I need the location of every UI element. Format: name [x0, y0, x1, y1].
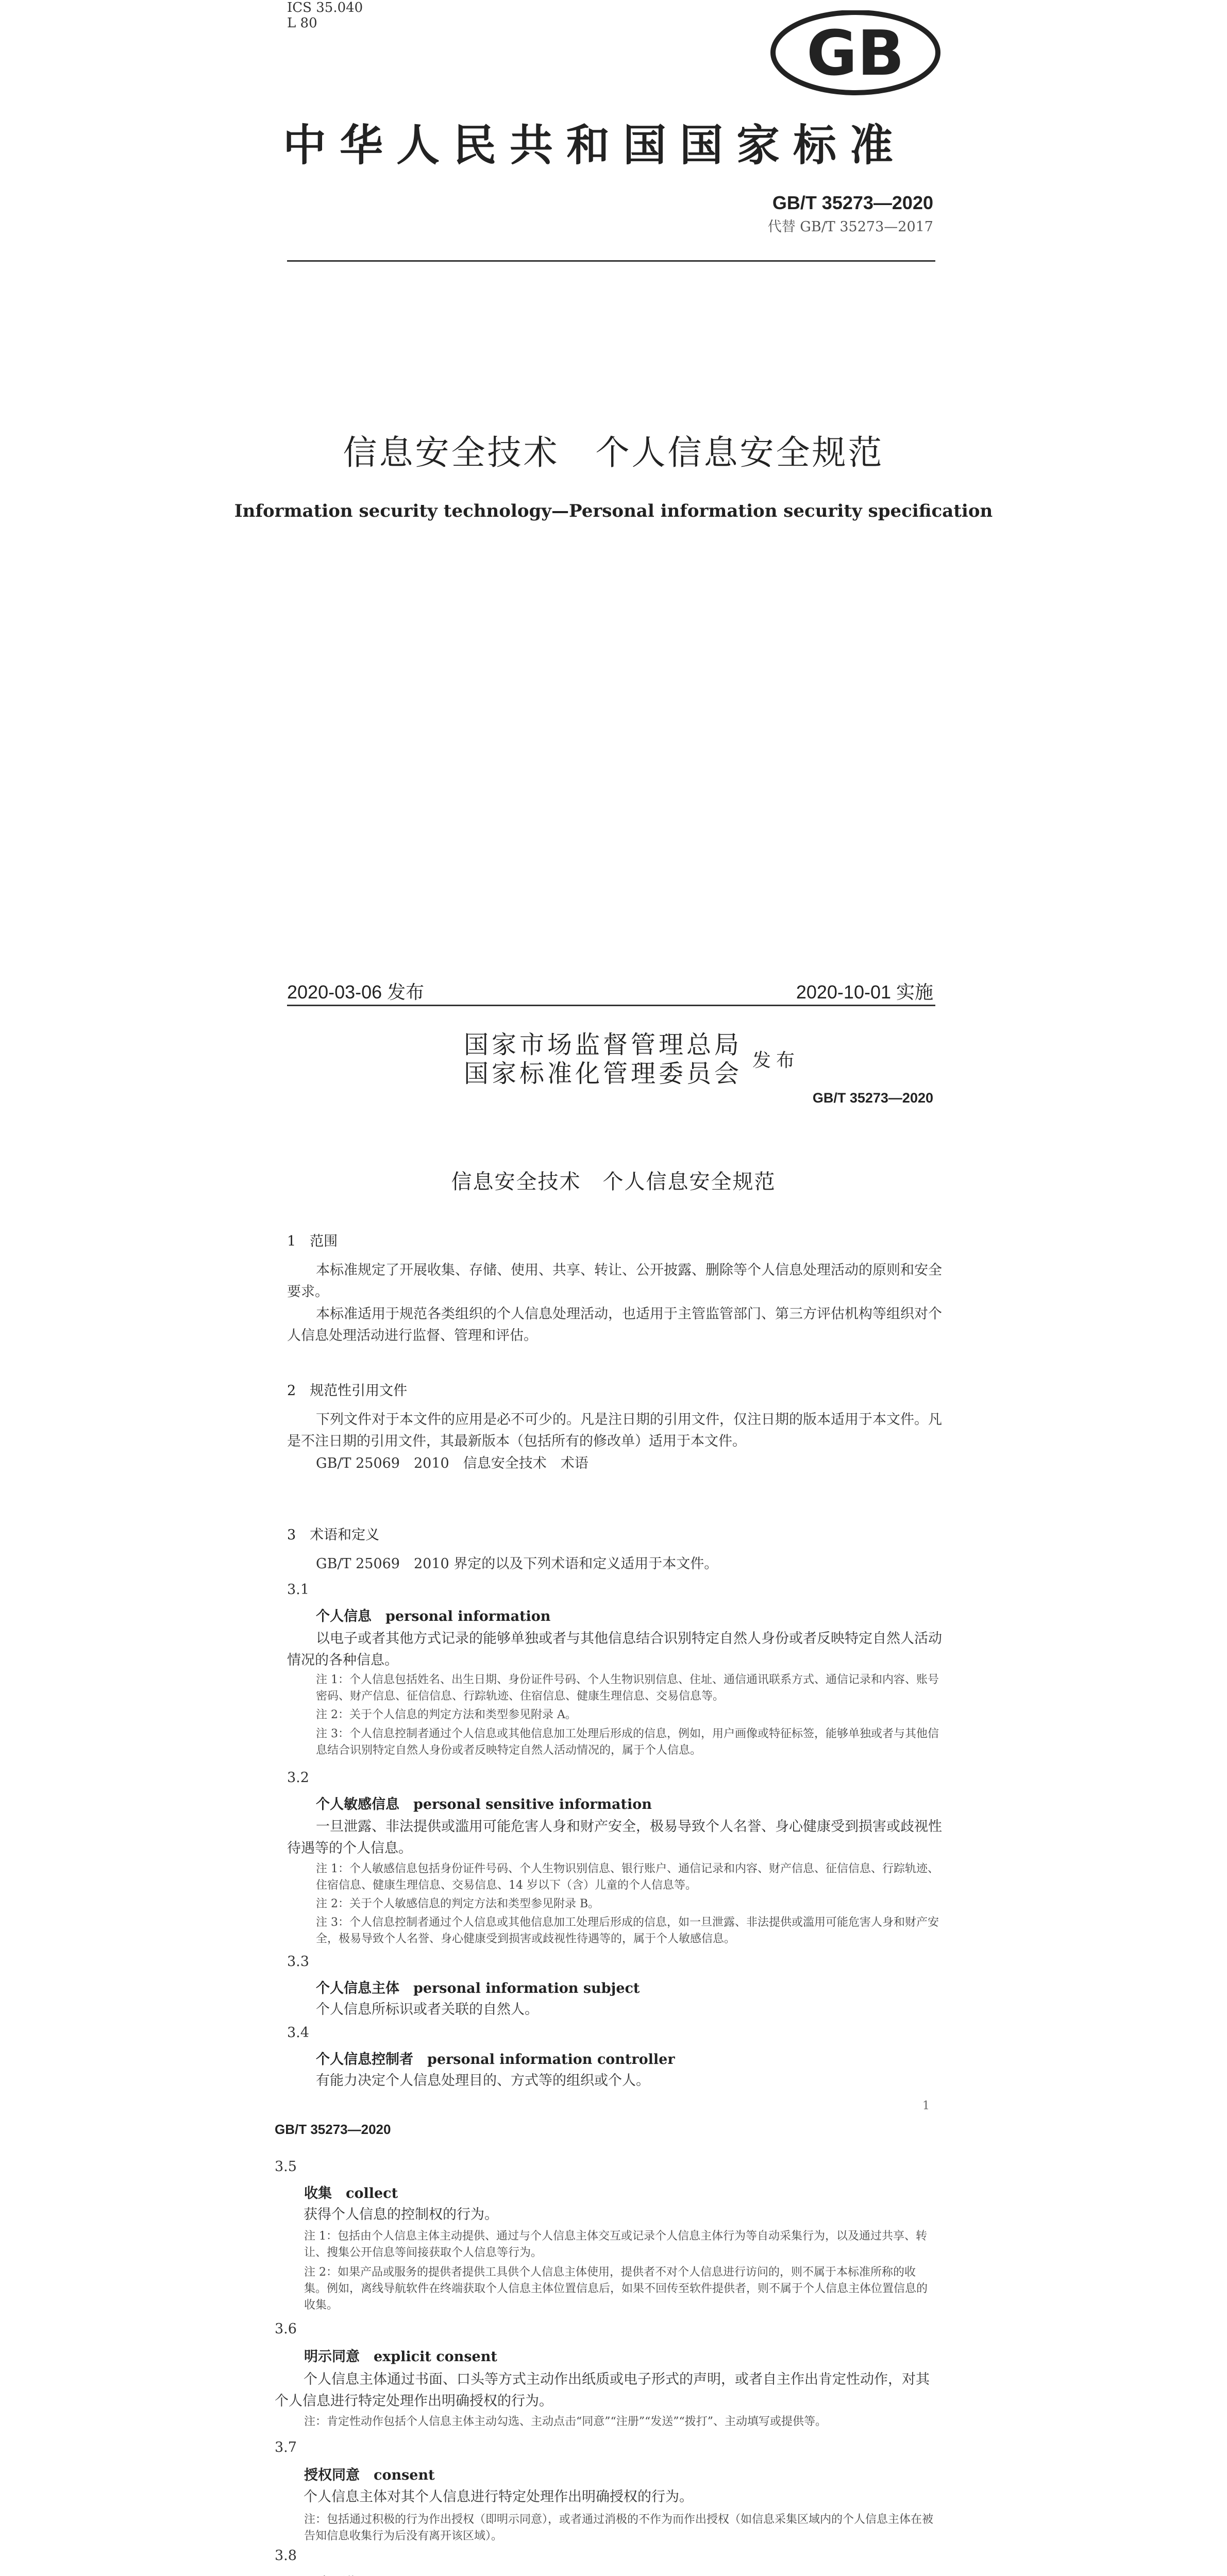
- term-heading: 收集 collect: [304, 2185, 398, 2201]
- document-title-cn: 信息安全技术 个人信息安全规范: [343, 433, 884, 472]
- term-heading: 授权同意 consent: [304, 2467, 435, 2483]
- term-heading: 个人信息 personal information: [316, 1608, 551, 1624]
- issue-date: 2020-03-06 发布: [287, 981, 425, 1003]
- page-header: GB/T 35273—2020: [275, 2122, 391, 2137]
- term-number: 3.1: [287, 1582, 309, 1598]
- ccs-code: L 80: [287, 15, 317, 31]
- note: 注 3：个人信息控制者通过个人信息或其他信息加工处理后形成的信息，如一旦泄露、非法提供或滥用可能危害人身和财产安全，极易导致个人名誉、身心健康受到损害或歧视性待遇等的，属于个人敏感信息。: [316, 1916, 939, 1945]
- term-number: 3.6: [275, 2321, 297, 2337]
- national-standard-heading: 中华人民共和国国家标准: [283, 120, 907, 171]
- standard-number: GB/T 35273—2020: [772, 192, 933, 213]
- term-heading: 个人信息控制者 personal information controller: [316, 2052, 675, 2067]
- term-number: 3.5: [275, 2159, 297, 2175]
- term-heading: 个人信息主体 personal information subject: [316, 1980, 640, 1996]
- note: 注 2：如果产品或服务的提供者提供工具供个人信息主体使用，提供者不对个人信息进行访问的，则不属于本标准所称的收集。例如，离线导航软件在终端获取个人信息主体位置信息后，如果不回传至软件提供者，则不属于个人信息主体位置信息的收集。: [304, 2266, 928, 2312]
- issuer-line: 国家市场监督管理总局: [464, 1030, 743, 1059]
- term-number: 3.4: [287, 2025, 309, 2041]
- term-number: 3.7: [275, 2439, 297, 2455]
- paragraph: 本标准规定了开展收集、存储、使用、共享、转让、公开披露、删除等个人信息处理活动的原则和安全要求。: [287, 1262, 942, 1300]
- issuer: [464, 1030, 742, 1088]
- ics-code: ICS 35.040 L 80: [287, 0, 363, 31]
- term-definition: 个人信息所标识或者关联的自然人。: [316, 2002, 539, 2018]
- svg-text:GB: GB: [806, 18, 904, 90]
- paragraph: GB/T 25069 2010 界定的以及下列术语和定义适用于本文件。: [316, 1556, 718, 1572]
- divider: [287, 260, 935, 262]
- issue-word: 发布: [752, 1050, 800, 1071]
- note: 注：肯定性动作包括个人信息主体主动勾选、主动点击“同意”“注册”“发送”“拨打”、主动填写或提供等。: [304, 2415, 827, 2428]
- divider: [287, 1005, 935, 1006]
- term-definition: 个人信息主体通过书面、口头等方式主动作出纸质或电子形式的声明，或者自主作出肯定性动作，对其个人信息进行特定处理作出明确授权的行为。: [275, 2371, 930, 2409]
- term-heading: 个人敏感信息 personal sensitive information: [316, 1797, 652, 1812]
- document-title-en: Information security technology—Personal information security specification: [234, 501, 993, 521]
- paragraph: 下列文件对于本文件的应用是必不可少的。凡是注日期的引用文件，仅注日期的版本适用于本文件。凡是不注日期的引用文件，其最新版本（包括所有的修改单）适用于本文件。: [287, 1412, 942, 1449]
- term-number: 3.2: [287, 1770, 309, 1786]
- gb-logo: [770, 10, 940, 95]
- section-heading: 2 规范性引用文件: [287, 1383, 408, 1399]
- note: 注 1：包括由个人信息主体主动提供、通过与个人信息主体交互或记录个人信息主体行为等自动采集行为，以及通过共享、转让、搜集公开信息等间接获取个人信息等行为。: [304, 2230, 927, 2259]
- reference: GB/T 25069 2010 信息安全技术 术语: [316, 1455, 589, 1471]
- term-heading: [304, 2572, 479, 2576]
- replaces-note: 代替 GB/T 35273—2017: [767, 219, 933, 235]
- body-title: 信息安全技术 个人信息安全规范: [451, 1170, 776, 1194]
- issuer-line: 国家标准化管理委员会: [464, 1059, 743, 1088]
- term-definition: 有能力决定个人信息处理目的、方式等的组织或个人。: [316, 2073, 650, 2089]
- note: 注：包括通过积极的行为作出授权（即明示同意），或者通过消极的不作为而作出授权（如信息采集区域内的个人信息主体在被告知信息收集行为后没有离开该区域）。: [304, 2513, 934, 2543]
- paragraph: 本标准适用于规范各类组织的个人信息处理活动，也适用于主管监管部门、第三方评估机构等组织对个人信息处理活动进行监督、管理和评估。: [287, 1306, 942, 1344]
- term-definition: 获得个人信息的控制权的行为。: [304, 2207, 498, 2223]
- note: 注 3：个人信息控制者通过个人信息或其他信息加工处理后形成的信息，例如，用户画像或特征标签，能够单独或者与其他信息结合识别特定自然人身份或者反映特定自然人活动情况的，属于个人信息。: [316, 1727, 939, 1757]
- term-number: 3.3: [287, 1954, 309, 1970]
- term-definition: 以电子或者其他方式记录的能够单独或者与其他信息结合识别特定自然人身份或者反映特定自然人活动情况的各种信息。: [287, 1631, 942, 1668]
- section-heading: 3 术语和定义: [287, 1527, 380, 1543]
- note: 注 2：关于个人敏感信息的判定方法和类型参见附录 B。: [316, 1897, 600, 1910]
- note: 注 1：个人信息包括姓名、出生日期、身份证件号码、个人生物识别信息、住址、通信通讯联系方式、通信记录和内容、账号密码、财产信息、征信信息、行踪轨迹、住宿信息、健康生理信息、交易信息等。: [316, 1673, 939, 1703]
- note: 注 1：个人敏感信息包括身份证件号码、个人生物识别信息、银行账户、通信记录和内容、财产信息、征信信息、行踪轨迹、住宿信息、健康生理信息、交易信息、14 岁以下（含）儿童的个人信息等。: [316, 1862, 939, 1892]
- term-definition: 一旦泄露、非法提供或滥用可能危害人身和财产安全，极易导致个人名誉、身心健康受到损害或歧视性待遇等的个人信息。: [287, 1819, 942, 1856]
- term-definition: 个人信息主体对其个人信息进行特定处理作出明确授权的行为。: [304, 2489, 693, 2505]
- implement-date: 2020-10-01 实施: [796, 981, 933, 1003]
- section-heading: 1 范围: [287, 1233, 338, 1249]
- term-number: 3.8: [275, 2548, 297, 2564]
- term-heading: 明示同意 explicit consent: [304, 2349, 497, 2365]
- page-number: 1: [922, 2099, 930, 2112]
- note: 注 2：关于个人信息的判定方法和类型参见附录 A。: [316, 1708, 577, 1721]
- standard-number: GB/T 35273—2020: [812, 1090, 933, 1106]
